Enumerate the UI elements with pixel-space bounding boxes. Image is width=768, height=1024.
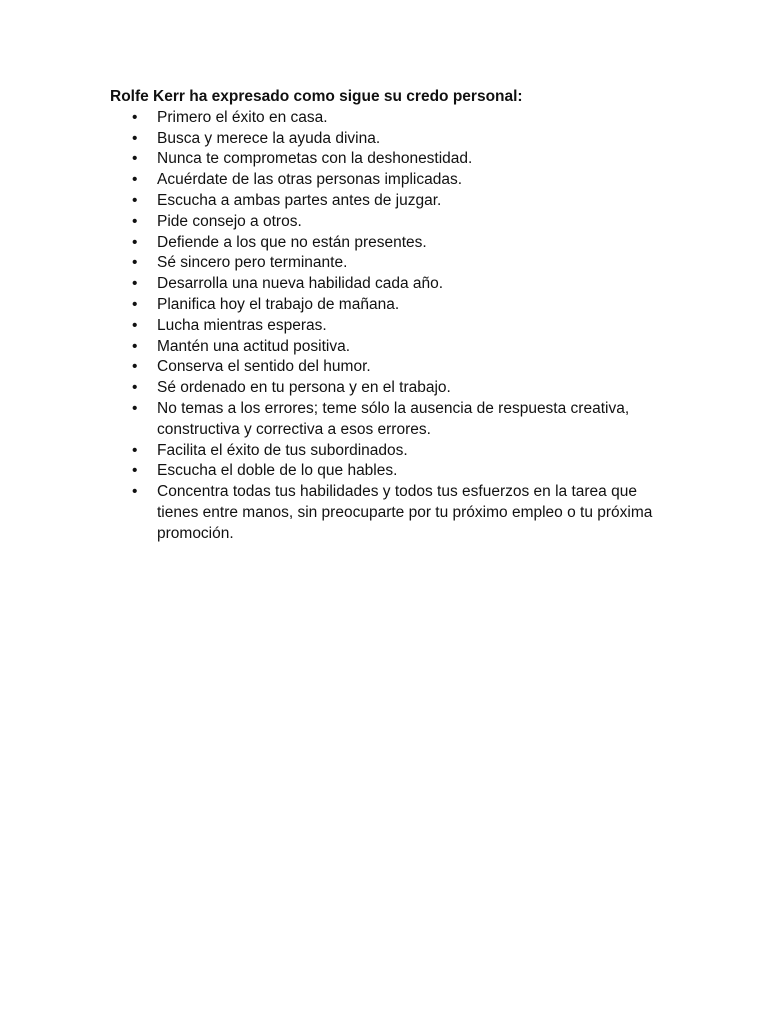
list-item [110, 108, 670, 129]
list-item [110, 212, 670, 233]
list-item-text: Escucha a ambas partes antes de juzgar. [157, 191, 442, 209]
list-item [110, 129, 670, 150]
document-content [110, 87, 670, 545]
list-item-text: Desarrolla una nueva habilidad cada año. [157, 275, 444, 293]
bullet-icon: • [132, 275, 138, 293]
list-item-text: Pide consejo a otros. [157, 212, 302, 230]
list-item [110, 399, 670, 441]
bullet-icon: • [132, 212, 138, 230]
list-item [110, 357, 670, 378]
bullet-icon: • [132, 462, 138, 480]
bullet-icon: • [132, 191, 138, 209]
list-item-text: Mantén una actitud positiva. [157, 337, 351, 355]
bullet-icon: • [132, 171, 138, 189]
credo-list [110, 108, 670, 545]
list-item-text: No temas a los errores; teme sólo la ausencia de respuesta creativa, constructiva y correctiva a esos errores. [157, 399, 630, 438]
list-item-text: Acuérdate de las otras personas implicadas. [157, 171, 462, 189]
list-item-text: Conserva el sentido del humor. [157, 358, 371, 376]
list-item-text: Sé ordenado en tu persona y en el trabajo. [157, 379, 451, 397]
bullet-icon: • [132, 441, 138, 459]
bullet-icon: • [132, 233, 138, 251]
document-heading: Rolfe Kerr ha expresado como sigue su credo personal: [110, 88, 523, 105]
bullet-icon: • [132, 399, 138, 417]
list-item [110, 253, 670, 274]
list-item-text: Primero el éxito en casa. [157, 108, 328, 126]
list-item-text: Facilita el éxito de tus subordinados. [157, 441, 408, 459]
bullet-icon: • [132, 337, 138, 355]
bullet-icon: • [132, 108, 138, 126]
list-item [110, 378, 670, 399]
list-item [110, 295, 670, 316]
list-item [110, 441, 670, 462]
bullet-icon: • [132, 150, 138, 168]
list-item [110, 170, 670, 191]
list-item-text: Lucha mientras esperas. [157, 316, 327, 334]
bullet-icon: • [132, 379, 138, 397]
list-item [110, 337, 670, 358]
list-item [110, 482, 670, 544]
list-item [110, 461, 670, 482]
bullet-icon: • [132, 254, 138, 272]
list-item [110, 233, 670, 254]
list-item-text: Concentra todas tus habilidades y todos tus esfuerzos en la tarea que tienes entre manos, sin preocuparte por tu próximo empleo o tu próxima promoción. [157, 483, 653, 542]
bullet-icon: • [132, 316, 138, 334]
list-item-text: Defiende a los que no están presentes. [157, 233, 427, 251]
bullet-icon: • [132, 129, 138, 147]
list-item-text: Planifica hoy el trabajo de mañana. [157, 295, 400, 313]
list-item-text: Escucha el doble de lo que hables. [157, 462, 398, 480]
list-item [110, 149, 670, 170]
list-item-text: Nunca te comprometas con la deshonestidad. [157, 150, 473, 168]
bullet-icon: • [132, 295, 138, 313]
list-item [110, 191, 670, 212]
list-item [110, 316, 670, 337]
list-item-text: Sé sincero pero terminante. [157, 254, 348, 272]
list-item [110, 274, 670, 295]
bullet-icon: • [132, 358, 138, 376]
list-item-text: Busca y merece la ayuda divina. [157, 129, 381, 147]
bullet-icon: • [132, 483, 138, 501]
